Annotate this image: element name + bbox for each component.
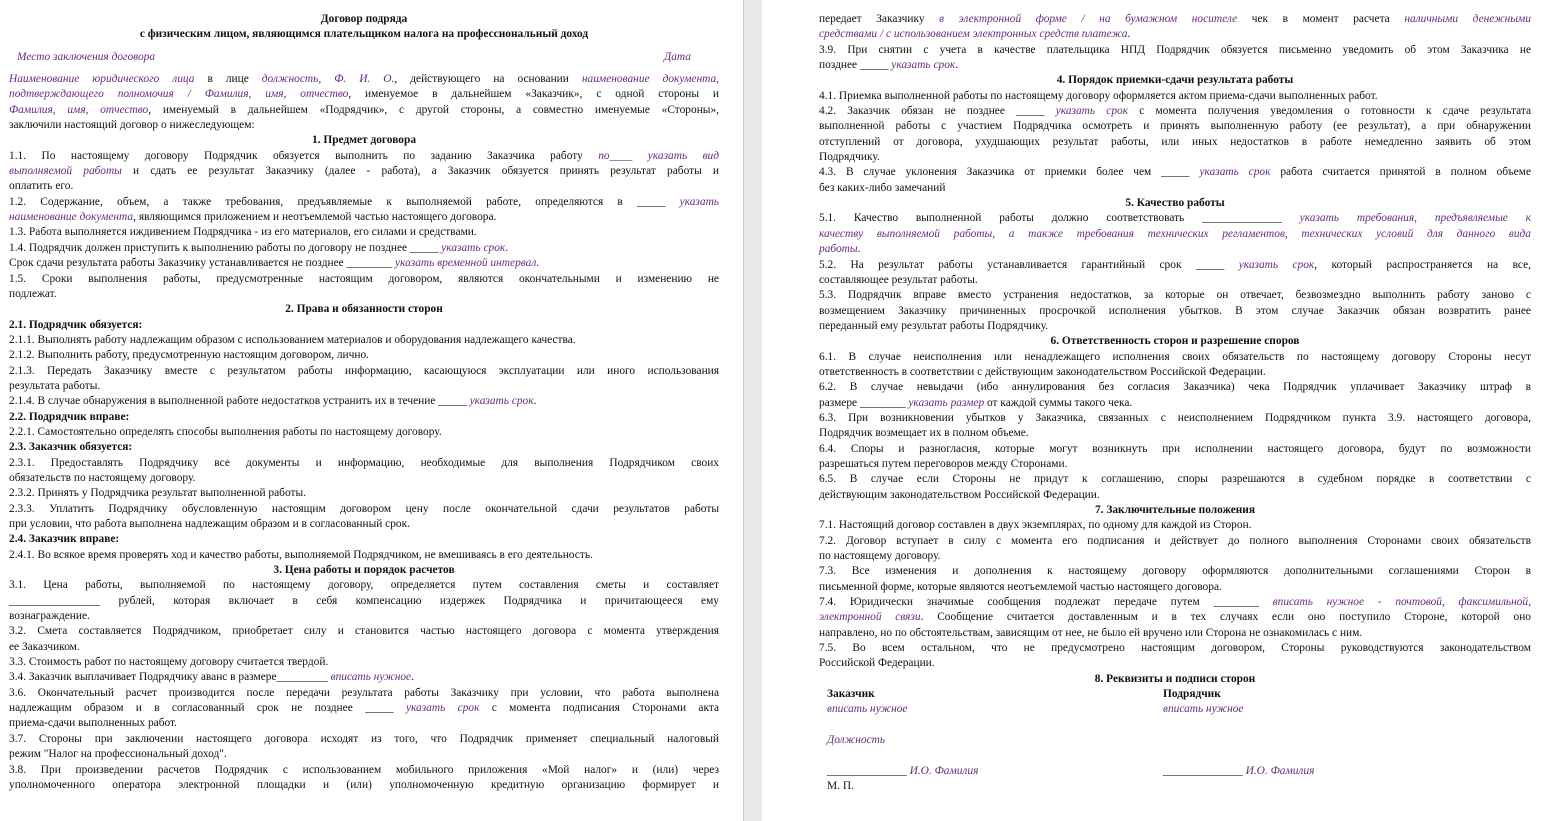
doc-line-p-4-3b: [819, 181, 1531, 196]
contract-text: 3.8. При произведении расчетов Подрядчик с использованием мобильного приложения «Мой налог» и (или) через: [9, 763, 719, 776]
doc-line-p-3-1a: [9, 578, 719, 593]
doc-line-p-6-3b: [819, 426, 1531, 441]
contract-text: без каких-либо замечаний: [819, 181, 946, 194]
contract-text: 7.2. Договор вступает в силу с момента его подписания и действует до полного выполнения Сторонами своих обязательств: [819, 534, 1531, 547]
doc-line-p-3-9b: [819, 58, 1531, 73]
doc-line-p-3-7b: [9, 747, 719, 762]
contract-text: 2.1.2. Выполнить работу, предусмотренную настоящим договором, лично.: [9, 349, 370, 362]
contract-text: 5. Качество работы: [1125, 197, 1225, 210]
contract-text: 4.2. Заказчик обязан не позднее _____: [819, 105, 1056, 118]
right-page-text: [819, 12, 1531, 687]
signature-block: [827, 687, 1531, 794]
doc-line-p-1-2a: [9, 195, 719, 210]
doc-line-p-1-1a: [9, 149, 719, 164]
contract-text: , именуемое в дальнейшем «Заказчик», с одной стороны и: [348, 88, 719, 101]
placeholder-text: должность, Ф. И. О.: [261, 73, 395, 86]
contractor-name-placeholder: И.О. Фамилия: [1245, 764, 1315, 777]
contract-text: 2.1. Подрядчик обязуется:: [9, 318, 143, 331]
placeholder-text: указать размер: [908, 396, 985, 409]
doc-line-p-3-8c: [819, 12, 1531, 27]
doc-line-p-2-1-4: [9, 394, 719, 409]
contract-text: , являющимся приложением и неотъемлемой частью настоящего договора.: [133, 211, 497, 224]
position-row: [827, 733, 1531, 748]
contract-text: по настоящему договору.: [819, 550, 941, 563]
contract-text: .: [505, 241, 509, 254]
placeholder-text: наличными денежными: [1404, 13, 1531, 25]
doc-line-p-2-3-3a: [9, 502, 719, 517]
doc-line-p-2-1-3a: [9, 364, 719, 379]
doc-line-s-2-3: [9, 440, 719, 455]
contract-text: 2.3.3. Уплатить Подрядчику обусловленную настоящим договором цену после окончательной сдачи результатов работы: [9, 502, 719, 515]
doc-line-p-1-1c: [9, 179, 719, 194]
doc-line-p-2-1-2: [9, 348, 719, 363]
contract-text: вознаграждение.: [9, 610, 90, 623]
contract-text: .: [533, 395, 537, 408]
doc-line-p-6-1b: [819, 365, 1531, 380]
doc-line-title-1: [9, 12, 719, 27]
contract-text: 3.3. Стоимость работ по настоящему договору считается твердой.: [9, 656, 329, 669]
doc-line-p-6-2a: [819, 380, 1531, 395]
contract-text: отступлений от договора, ухудшающих результат работы, или иных недостатков в работе немедленно заявить об этом: [819, 135, 1531, 148]
doc-line-p-7-4a: [819, 595, 1531, 610]
contract-text: Российской Федерации.: [819, 657, 935, 670]
doc-line-p-5-3b: [819, 304, 1531, 319]
contract-text: 3.6. Окончательный расчет производится после передачи результата работы Заказчику при условии, что работа выполнена: [9, 686, 719, 699]
doc-line-p-intro-1: [9, 72, 719, 87]
doc-line-p-7-4b: [819, 610, 1531, 625]
contract-text: ее Заказчиком.: [9, 640, 80, 653]
doc-line-h-7: [819, 503, 1531, 518]
doc-line-p-1-1b: [9, 164, 719, 179]
contract-text: 2.4.1. Во всякое время проверять ход и качество работы, выполняемой Подрядчиком, не вмешиваясь в его деятельность.: [9, 548, 593, 561]
contract-text: от каждой суммы такого чека.: [984, 396, 1133, 409]
placeholder-text: Дата: [663, 50, 691, 63]
contract-text: и сдать ее результат Заказчику (далее - работа), а Заказчик обязуется принять результат работы и: [121, 165, 720, 178]
doc-line-h-2: [9, 302, 719, 317]
doc-line-s-2-4: [9, 532, 719, 547]
placeholder-text: средствами / с использованием электронных средств платежа: [819, 28, 1128, 41]
doc-line-h-4: [819, 73, 1531, 88]
contract-text: 4.3. В случае уклонения Заказчика от приемки более чем _____: [819, 166, 1200, 179]
placeholder-text: указать срок: [441, 241, 506, 254]
contract-text: 3.9. При снятии с учета в качестве плательщика НПД Подрядчик обязуется письменно уведомить об этом Заказчика не: [819, 43, 1531, 56]
doc-line-s-2-2: [9, 410, 719, 425]
doc-line-p-1-4b: [9, 256, 719, 271]
contract-text: .: [1127, 28, 1131, 41]
contract-text: действующим законодательством Российской Федерации.: [819, 488, 1100, 501]
doc-line-p-3-2b: [9, 640, 719, 655]
doc-line-p-7-3b: [819, 580, 1531, 595]
contract-text: .: [955, 59, 959, 72]
contract-text: 5.1. Качество выполненной работы должно соответствовать ______________: [819, 212, 1300, 225]
contract-text: 6.2. В случае невыдачи (ибо аннулирования без согласия Заказчика) чека Подрядчик уплачивает Заказчику штраф в: [819, 381, 1531, 394]
customer-signature-label: Заказчик: [827, 688, 875, 701]
contract-text: переданный ему результат работы Подрядчику.: [819, 319, 1048, 332]
contract-text: в лице: [194, 73, 262, 86]
contract-text: 2.3.2. Принять у Подрядчика результат выполненной работы.: [9, 487, 307, 500]
doc-line-p-5-1b: [819, 227, 1531, 242]
contract-text: 1.1. По настоящему договору Подрядчик обязуется выполнить по заданию Заказчика работу: [9, 149, 599, 162]
contractor-details-placeholder: вписать нужное: [1163, 703, 1244, 716]
doc-line-blank: [9, 43, 719, 50]
contract-text: 2.4. Заказчик вправе:: [9, 533, 120, 546]
contract-text: ответственность в соответствии с действующим законодательством Российской Федерации.: [819, 365, 1266, 378]
contract-text: 5.2. На результат работы устанавливается гарантийный срок _____: [819, 258, 1239, 271]
doc-line-p-2-2-1: [9, 425, 719, 440]
doc-line-p-4-3a: [819, 165, 1531, 180]
contract-text: Срок сдачи результата работы Заказчику устанавливается не позднее ________: [9, 257, 395, 270]
contract-text: размере ________: [819, 396, 909, 409]
customer-name-placeholder: И.О. Фамилия: [909, 764, 979, 777]
doc-line-p-6-2b: [819, 396, 1531, 411]
doc-line-h-8: [819, 672, 1531, 687]
contract-text: 3.1. Цена работы, выполняемой по настоящему договору, определяется путем составления сметы и составляет: [9, 579, 719, 592]
doc-line-p-6-4a: [819, 442, 1531, 457]
page-gutter-left: [743, 0, 744, 821]
doc-line-h-3: [9, 563, 719, 578]
doc-line-p-7-1: [819, 518, 1531, 533]
contract-text: 5.3. Подрядчик вправе вместо устранения недостатков, за которые он отвечает, безвозмездно выполнить работу заново с: [819, 289, 1531, 302]
contract-text: . Сообщение считается доставленным и в тех случаях если оно поступило Стороне, которой оно: [920, 611, 1531, 624]
doc-line-p-3-4: [9, 670, 719, 685]
doc-line-p-5-2b: [819, 273, 1531, 288]
placeholder-text: указать срок: [1055, 105, 1129, 118]
doc-line-p-3-8a: [9, 763, 719, 778]
contract-text: 2.1.4. В случае обнаружения в выполненной работе недостатков устранить их в течение _____: [9, 395, 470, 408]
contract-text: 6. Ответственность сторон и разрешение споров: [1050, 335, 1300, 348]
contract-text: 1.2. Содержание, объем, а также требования, предъявляемые к выполняемой работе, определяются в _____: [9, 195, 680, 208]
contract-text: приема-сдачи выполненных работ.: [9, 717, 177, 730]
doc-line-p-1-3: [9, 225, 719, 240]
doc-line-p-7-3a: [819, 564, 1531, 579]
placeholder-text: вписать нужное - почтовой, факсимильной,: [1272, 596, 1531, 609]
contract-text: 2.3. Заказчик обязуется:: [9, 441, 133, 454]
doc-line-s-2-1: [9, 318, 719, 333]
contract-text: .: [536, 257, 540, 270]
doc-line-p-3-6c: [9, 716, 719, 731]
doc-line-p-6-5b: [819, 488, 1531, 503]
placeholder-text: указать срок: [469, 395, 534, 408]
contract-text: уполномоченного оператора электронной площадки и (или) уполномоченную кредитную организацию формирует и: [9, 778, 719, 791]
doc-line-p-4-2c: [819, 135, 1531, 150]
doc-line-p-1-5b: [9, 287, 719, 302]
doc-line-p-1-2b: [9, 210, 719, 225]
contract-text: .: [411, 671, 414, 684]
contract-text: 2.1.1. Выполнять работу надлежащим образом с использованием материалов и оборудования надлежащего качества.: [9, 333, 576, 346]
contract-text: 3.4. Заказчик выплачивает Подрядчику аванс в размере_________: [9, 671, 331, 684]
contract-text: 8. Реквизиты и подписи сторон: [1094, 672, 1256, 685]
doc-line-p-2-3-1b: [9, 471, 719, 486]
doc-line-p-3-1b: [9, 594, 719, 609]
placeholder-text: указать срок: [405, 702, 480, 715]
placeholder-text: указать: [679, 195, 719, 208]
doc-line-p-2-4-1: [9, 548, 719, 563]
contract-text: 7. Заключительные положения: [1094, 504, 1256, 516]
doc-line-place-date: [9, 50, 719, 65]
contract-text: работа считается принятой в полном объеме: [1270, 166, 1531, 179]
doc-line-p-6-3a: [819, 411, 1531, 426]
contract-text: .: [857, 243, 861, 256]
contract-text: направлено, но по обстоятельствам, зависящим от нее, не было ей вручено или Сторона не ознакомилась с ним.: [819, 626, 1363, 639]
contract-text: оплатить его.: [9, 180, 74, 193]
placeholder-text: указать временной интервал: [394, 257, 537, 270]
placeholder-text: указать срок: [891, 59, 956, 72]
doc-line-p-2-3-1a: [9, 456, 719, 471]
doc-line-p-intro-3: [9, 103, 719, 118]
placeholder-text: качеству выполняемой работы, а также требования технических регламентов, технических условий для данного вида: [819, 227, 1531, 240]
doc-line-p-5-1a: [819, 211, 1531, 226]
doc-line-p-3-8d: [819, 27, 1531, 42]
contract-text: 6.5. В случае если Стороны не придут к соглашению, споры разрешаются в судебном порядке в соответствии с: [819, 473, 1531, 486]
doc-line-p-7-2b: [819, 549, 1531, 564]
doc-line-p-1-4: [9, 241, 719, 256]
contract-text: 4.1. Приемка выполненной работы по настоящему договору оформляется актом приема-сдачи выполненных работ.: [819, 89, 1378, 102]
placeholder-text: Наименование юридического лица: [9, 73, 195, 86]
placeholder-text: указать срок: [1199, 166, 1271, 179]
contract-text: позднее _____: [819, 59, 892, 72]
doc-line-p-2-1-3b: [9, 379, 719, 394]
doc-line-p-4-2b: [819, 119, 1531, 134]
doc-line-p-3-6a: [9, 686, 719, 701]
contract-text: 1.3. Работа выполняется иждивением Подрядчика - из его материалов, его силами и средствами.: [9, 226, 477, 239]
contract-text: с момента подписания Сторонами акта: [479, 702, 720, 715]
contract-text: 7.5. Во всем остальном, что не предусмотрено настоящим договором, Стороны руководствуются законодательством: [819, 642, 1531, 655]
document-page-left: [0, 0, 743, 821]
customer-signature-line: ______________ И.О. Фамилия: [827, 764, 979, 777]
contract-text: обязательств по настоящему договору.: [9, 471, 196, 484]
contract-text: выполненной работы с участием Подрядчика осмотреть и принять выполненную работу (ее результат), а при обнаружении: [819, 120, 1531, 133]
contract-text: письменной форме, которые являются неотъемлемой частью настоящего договора.: [819, 580, 1222, 593]
doc-line-p-6-5a: [819, 472, 1531, 487]
contract-text: надлежащим образом и в согласованный срок не позднее _____: [9, 702, 406, 715]
placeholder-text: наименование документа: [9, 211, 134, 224]
doc-line-p-7-5a: [819, 641, 1531, 656]
signature-line-row: [827, 764, 1531, 779]
placeholder-text: подтверждающего полномочия / Фамилия, имя, отчество: [9, 88, 349, 101]
doc-line-title-2: [9, 27, 719, 42]
placeholder-text: указать срок: [1238, 258, 1315, 271]
contract-text: 2.1.3. Передать Заказчику вместе с результатом работы информацию, касающуюся эксплуатации или иного использования: [9, 364, 719, 377]
contract-text: 2.2. Подрядчик вправе:: [9, 410, 130, 423]
contract-text: 6.3. При возникновении убытков у Заказчика, связанных с неисполнением Подрядчиком пункта 3.9. настоящего договора,: [819, 411, 1531, 424]
contract-text: с физическим лицом, являющимся плательщиком налога на профессиональный доход: [139, 28, 589, 41]
contract-text: 3.7. Стороны при заключении настоящего договора исходят из того, что Подрядчик применяет специальный налоговый: [9, 732, 719, 745]
doc-line-blank2: [9, 65, 719, 72]
contract-text: , действующего на основании: [394, 73, 582, 86]
doc-line-p-2-1-1: [9, 333, 719, 348]
contract-text: , который распространяется на все,: [1314, 258, 1531, 271]
contract-text: 7.3. Все изменения и дополнения к настоящему договору оформляются дополнительными соглашениями Сторон в: [819, 565, 1531, 578]
doc-line-h-1: [9, 133, 719, 148]
contract-text: Договор подряда: [320, 13, 408, 25]
contract-text: 7.4. Юридически значимые сообщения подлежат передаче путем ________: [819, 596, 1273, 609]
contract-text: составляющее результат работы.: [819, 273, 978, 286]
placeholder-text: наименование документа,: [581, 73, 720, 86]
position-placeholder: Должность: [827, 734, 886, 747]
customer-details-placeholder: вписать нужное: [827, 703, 908, 716]
contract-text: 3. Цена работы и порядок расчетов: [273, 564, 455, 577]
placeholder-text: по____ указать вид: [598, 149, 719, 162]
contract-text: заключили настоящий договор о нижеследующем:: [9, 119, 255, 132]
doc-line-p-6-1a: [819, 350, 1531, 365]
doc-line-p-3-2a: [9, 624, 719, 639]
contract-text: 7.1. Настоящий договор составлен в двух экземплярах, по одному для каждой из Сторон.: [819, 519, 1252, 532]
contract-text: подлежат.: [9, 287, 57, 300]
contract-text: при условии, что работа выполнена надлежащим образом и в согласованный срок.: [9, 518, 410, 530]
contract-text: 2. Права и обязанности сторон: [285, 303, 443, 316]
placeholder-text: Фамилия, имя, отчество: [9, 103, 149, 116]
placeholder-text: вписать нужное: [330, 671, 412, 684]
doc-line-p-7-2a: [819, 534, 1531, 549]
doc-line-p-3-8b: [9, 778, 719, 793]
doc-line-p-3-9a: [819, 43, 1531, 58]
contract-text: режим "Налог на профессиональный доход".: [9, 748, 227, 761]
doc-line-p-3-3: [9, 655, 719, 670]
contract-text: передает Заказчику: [819, 13, 940, 25]
contract-text: ________________ рублей, которая включает в себя компенсацию издержек Подрядчика и причитающееся ему: [9, 594, 719, 607]
doc-line-p-3-7a: [9, 732, 719, 747]
doc-line-p-intro-4: [9, 118, 719, 133]
doc-line-p-2-3-2: [9, 486, 719, 501]
doc-line-p-3-1c: [9, 609, 719, 624]
doc-line-p-intro-2: [9, 87, 719, 102]
placeholder-text: указать требования, предъявляемые к: [1299, 212, 1531, 225]
contract-text: 3.2. Смета составляется Подрядчиком, приобретает силу и становится частью настоящего договора с момента утверждения: [9, 625, 719, 638]
contract-text: 6.1. В случае неисполнения или ненадлежащего исполнения своих обязательств по настоящему договору Стороны несут: [819, 350, 1531, 363]
contract-text: чек в момент расчета: [1237, 13, 1405, 25]
stamp-label: М. П.: [827, 780, 854, 793]
contract-text: , именуемый в дальнейшем «Подрядчик», с другой стороны, а совместно именуемые «Стороны»,: [148, 103, 719, 116]
contract-text: разрешаться путем переговоров между Сторонами.: [819, 457, 1068, 470]
contract-text: 1.4. Подрядчик должен приступить к выполнению работы по договору не позднее _____: [9, 241, 442, 254]
signature-fill-row: [827, 702, 1531, 717]
contractor-signature-label: Подрядчик: [1163, 688, 1221, 701]
contract-text: возмещением Заказчику причиненных просрочкой исполнения убытков. В этом случае Заказчик обязан возвратить ранее: [819, 304, 1531, 317]
contract-text: 1. Предмет договора: [311, 134, 417, 147]
doc-line-p-5-2a: [819, 258, 1531, 273]
signature-labels-row: [827, 687, 1531, 702]
doc-line-p-4-2d: [819, 150, 1531, 165]
document-page-right: [762, 0, 1545, 821]
contract-text: 2.3.1. Предоставлять Подрядчику все документы и информацию, необходимые для выполнения Подрядчиком своих: [9, 456, 719, 469]
doc-line-p-2-3-3b: [9, 517, 719, 532]
stamp-row: [827, 779, 1531, 794]
placeholder-text: электронной связи: [819, 611, 921, 624]
contract-text: 1.5. Сроки выполнения работы, предусмотренные настоящим договором, являются окончательными и изменению не: [9, 272, 719, 285]
contract-text: 2.2.1. Самостоятельно определять способы выполнения работы по настоящему договору.: [9, 425, 442, 438]
doc-line-p-1-5a: [9, 272, 719, 287]
contract-text: результата работы.: [9, 379, 101, 392]
contractor-signature-line: ______________ И.О. Фамилия: [1163, 764, 1315, 777]
doc-line-p-5-3c: [819, 319, 1531, 334]
contract-text: с момента получения уведомления о готовности к сдаче результата: [1128, 105, 1532, 118]
placeholder-text: в электронной форме / на бумажном носителе: [939, 13, 1238, 25]
placeholder-text: работы: [819, 243, 858, 256]
doc-line-h-6: [819, 334, 1531, 349]
doc-line-p-5-3a: [819, 288, 1531, 303]
doc-line-p-5-1c: [819, 242, 1531, 257]
contract-text: Подрядчик возмещает их в полном объеме.: [819, 427, 1029, 440]
doc-line-p-4-1: [819, 89, 1531, 104]
doc-line-h-5: [819, 196, 1531, 211]
doc-line-p-3-6b: [9, 701, 719, 716]
doc-line-p-7-5b: [819, 656, 1531, 671]
placeholder-text: Место заключения договора: [17, 50, 156, 63]
contract-text: Подрядчику.: [819, 151, 880, 164]
doc-line-p-6-4b: [819, 457, 1531, 472]
contract-text: 4. Порядок приемки-сдачи результата работы: [1056, 74, 1294, 87]
contract-text: 6.4. Споры и разногласия, которые могут возникнуть при исполнении настоящего договора, будут по возможности: [819, 442, 1531, 455]
doc-line-p-7-4c: [819, 626, 1531, 641]
doc-line-p-4-2a: [819, 104, 1531, 119]
placeholder-text: выполняемой работы: [9, 165, 122, 178]
